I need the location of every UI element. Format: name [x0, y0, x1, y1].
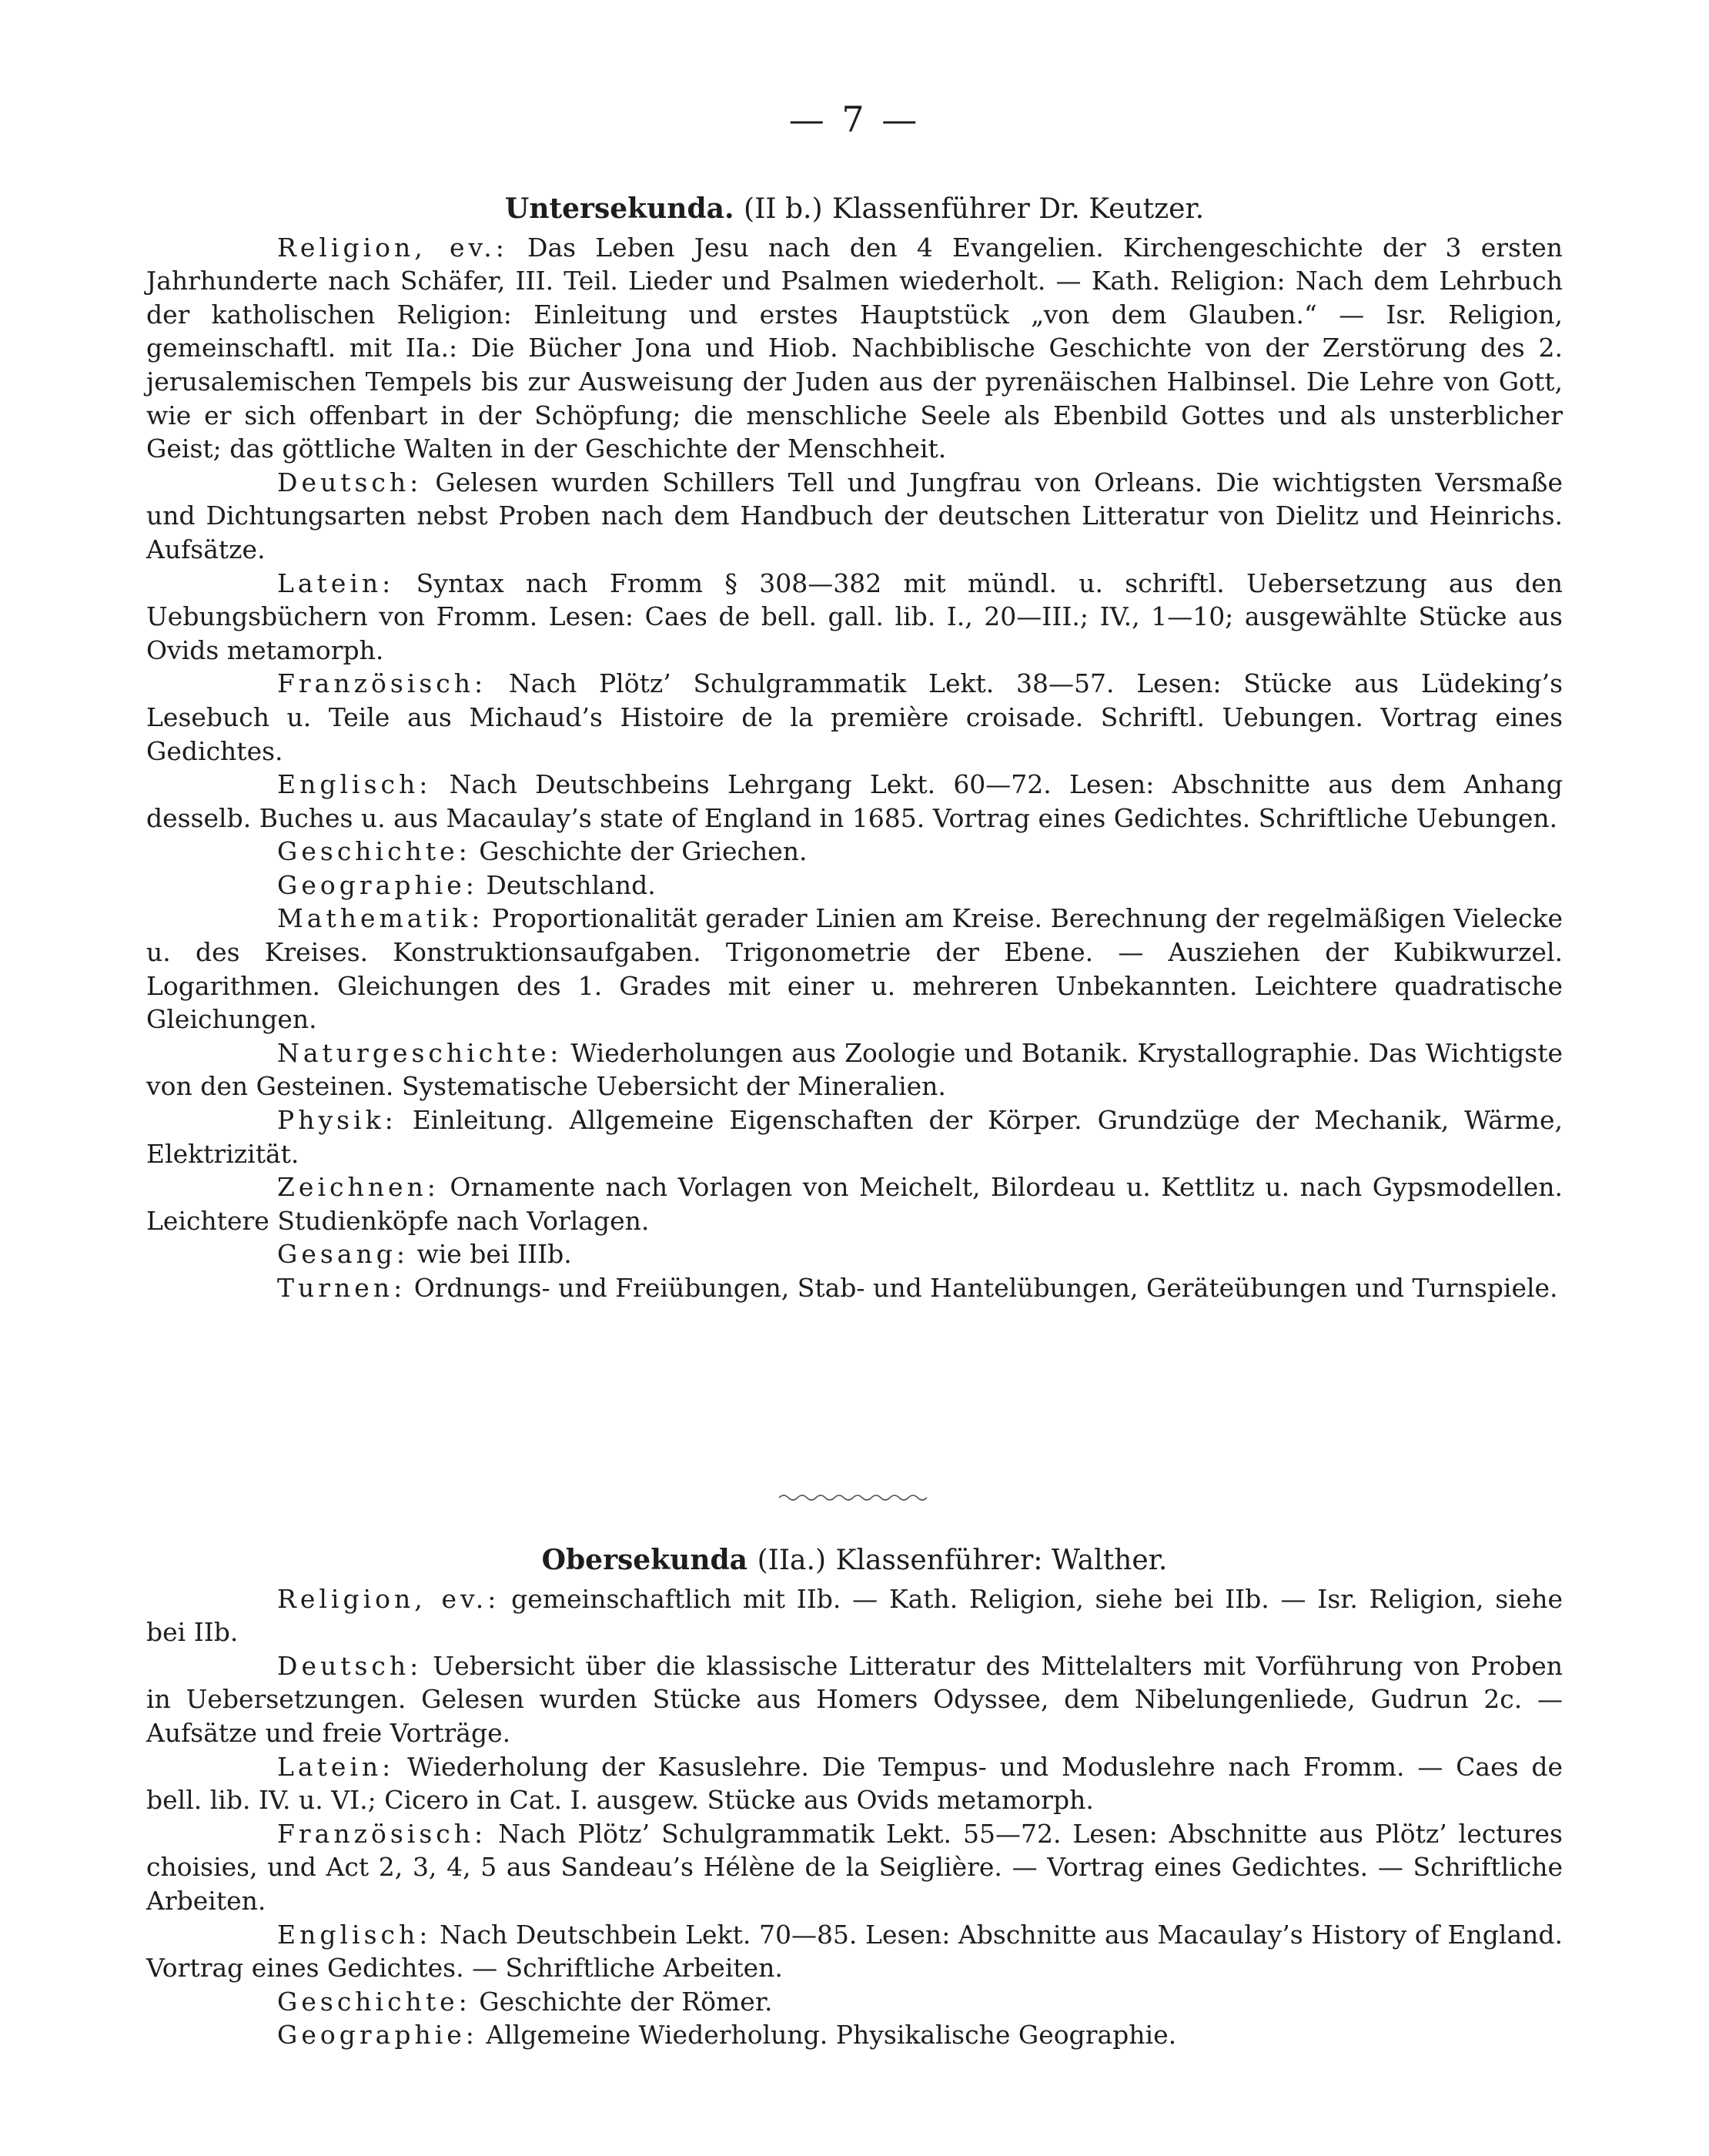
subject-paragraph: [146, 1750, 1563, 1817]
subject-label: Latein:: [277, 567, 395, 598]
page-number: — 7 —: [788, 99, 921, 140]
subject-label: Latein:: [277, 1751, 395, 1782]
subject-label: Naturgeschichte:: [277, 1037, 563, 1068]
subject-paragraph: [146, 2018, 1563, 2052]
subject-text: wie bei IIIb.: [409, 1239, 572, 1270]
subject-text: Geschichte der Griechen.: [470, 836, 808, 867]
subject-label: Gesang:: [277, 1239, 409, 1270]
subject-label: Französisch:: [277, 1818, 487, 1849]
subject-label: Zeichnen:: [277, 1172, 440, 1203]
subject-text: Nach Plötz’ Schulgrammatik Lekt. 38—57. Lesen: Stücke aus Lüdeking’s Lesebuch u. Teile aus Michaud’s Histoire de la première croisade. Schriftl. Uebungen. Vortrag eines Gedichtes.: [146, 668, 1563, 766]
subject-paragraph: [146, 902, 1563, 1036]
subject-text: gemeinschaftlich mit IIb. — Kath. Religion, siehe bei IIb. — Isr. Religion, siehe bei IIb.: [146, 1583, 1563, 1648]
section-heading: [146, 1544, 1563, 1578]
section-heading: [146, 192, 1563, 226]
subject-text: Proportionalität gerader Linien am Kreise. Berechnung der regelmäßigen Vielecke u. des Kreises. Konstruktionsaufgaben. Trigonometrie der Ebene. — Ausziehen der Kubikwurzel. Logarithmen. Gleichungen des 1. Grades mit einer u. mehreren Unbekannten. Leichtere quadratische Gleichungen.: [146, 903, 1563, 1035]
class-name: Untersekunda.: [504, 192, 734, 225]
subject-paragraph: [146, 1918, 1563, 1985]
section-obersekunda: [146, 1544, 1563, 2052]
subject-paragraph: [146, 1985, 1563, 2019]
subject-label: Deutsch:: [277, 1650, 423, 1681]
subject-label: Physik:: [277, 1105, 397, 1136]
subject-label: Geschichte:: [277, 1986, 471, 2017]
subject-label: Englisch:: [277, 1919, 432, 1950]
subject-text: Das Leben Jesu nach den 4 Evangelien. Kirchengeschichte der 3 ersten Jahrhunderte nach Schäfer, III. Teil. Lieder und Psalmen wiederholt. — Kath. Religion: Nach dem Lehrbuch der katholischen Religion: Einleitung und erstes Hauptstück „von dem Glauben.“ — Isr. Religion, gemeinschaftl. mit IIa.: Die Bücher Jona und Hiob. Nachbiblische Geschichte von der Zerstörung des 2. jerusalemischen Tempels bis zur Ausweisung der Juden aus der pyrenäischen Halbinsel. Die Lehre von Gott, wie er sich offenbart in der Schöpfung; die menschliche Seele als Ebenbild Gottes und als unsterblicher Geist; das göttliche Walten in der Geschichte der Menschheit.: [146, 232, 1564, 464]
subject-text: Wiederholungen aus Zoologie und Botanik. Krystallographie. Das Wichtigste von den Gesteinen. Systematische Uebersicht der Mineralien.: [146, 1037, 1563, 1102]
subject-label: Geschichte:: [277, 836, 471, 867]
subject-text: Uebersicht über die klassische Litteratur des Mittelalters mit Vorführung von Proben in Uebersetzungen. Gelesen wurden Stücke aus Homers Odyssee, dem Nibelungenliede, Gudrun 2c. — Aufsätze und freie Vorträge.: [146, 1650, 1563, 1748]
subject-text: Allgemeine Wiederholung. Physikalische Geographie.: [477, 2020, 1177, 2051]
subject-label: Geographie:: [277, 2020, 478, 2051]
subject-paragraph: [146, 1817, 1563, 1918]
subject-paragraph: [146, 1170, 1563, 1237]
subject-paragraph: [146, 1649, 1563, 1750]
subject-text: Ornamente nach Vorlagen von Meichelt, Bilordeau u. Kettlitz u. nach Gypsmodellen. Leichtere Studienköpfe nach Vorlagen.: [146, 1172, 1563, 1236]
subject-label: Turnen:: [277, 1273, 406, 1303]
subject-paragraph: [146, 835, 1563, 869]
section-untersekunda: [146, 192, 1563, 1305]
subject-paragraph: [146, 231, 1563, 466]
subject-paragraph: [146, 667, 1563, 768]
subject-text: Gelesen wurden Schillers Tell und Jungfrau von Orleans. Die wichtigsten Versmaße und Dichtungsarten nebst Proben nach dem Handbuch der deutschen Litteratur von Dielitz und Heinrichs. Aufsätze.: [146, 467, 1563, 564]
subject-label: Französisch:: [277, 668, 487, 699]
subject-text: Ordnungs- und Freiübungen, Stab- und Hantelübungen, Geräteübungen und Turnspiele.: [406, 1273, 1558, 1303]
subject-paragraph: [146, 1582, 1563, 1649]
subject-text: Einleitung. Allgemeine Eigenschaften der Körper. Grundzüge der Mechanik, Wärme, Elektrizität.: [146, 1105, 1563, 1169]
subject-label: Mathematik:: [277, 903, 484, 934]
subject-paragraph: [146, 869, 1563, 902]
subject-text: Nach Plötz’ Schulgrammatik Lekt. 55—72. Lesen: Abschnitte aus Plötz’ lectures choisies, und Act 2, 3, 4, 5 aus Sandeau’s Hélène de la Seiglière. — Vortrag eines Gedichtes. — Schriftliche Arbeiten.: [146, 1818, 1563, 1916]
subject-label: Religion, ev.:: [277, 232, 508, 263]
subject-text: Geschichte der Römer.: [470, 1986, 773, 2017]
subject-text: Syntax nach Fromm § 308—382 mit mündl. u. schriftl. Uebersetzung aus den Uebungsbüchern von Fromm. Lesen: Caes de bell. gall. lib. I., 20—III.; IV., 1—10; ausgewählte Stücke aus Ovids metamorph.: [146, 567, 1563, 665]
subject-label: Religion, ev.:: [277, 1583, 500, 1614]
subject-text: Deutschland.: [477, 869, 656, 900]
class-teacher: Klassenführer Dr. Keutzer.: [832, 193, 1205, 225]
subject-paragraph: [146, 1036, 1563, 1103]
subject-paragraph: [146, 768, 1563, 835]
subject-paragraph: [146, 1271, 1563, 1305]
subject-text: Wiederholung der Kasuslehre. Die Tempus- und Moduslehre nach Fromm. — Caes de bell. lib. IV. u. VI.; Cicero in Cat. I. ausgew. Stücke aus Ovids metamorph.: [146, 1751, 1563, 1816]
class-code: (IIa.): [757, 1545, 826, 1576]
section-divider-ornament: [778, 1490, 931, 1505]
class-name: Obersekunda: [541, 1544, 748, 1576]
subject-paragraph: [146, 466, 1563, 567]
subject-text: Nach Deutschbeins Lehrgang Lekt. 60—72. Lesen: Abschnitte aus dem Anhang desselb. Buches u. aus Macaulay’s state of England in 1685. Vortrag eines Gedichtes. Schriftliche Uebungen.: [146, 769, 1563, 833]
subject-paragraph: [146, 567, 1563, 668]
class-code: (II b.): [744, 193, 823, 225]
subject-label: Englisch:: [277, 769, 432, 800]
subject-paragraph: [146, 1103, 1563, 1170]
subject-label: Geographie:: [277, 869, 478, 900]
class-teacher: Klassenführer: Walther.: [835, 1545, 1168, 1576]
subject-label: Deutsch:: [277, 467, 423, 497]
subject-paragraph: [146, 1237, 1563, 1271]
subject-text: Nach Deutschbein Lekt. 70—85. Lesen: Abschnitte aus Macaulay’s History of England. Vortrag eines Gedichtes. — Schriftliche Arbeiten.: [146, 1919, 1563, 1984]
